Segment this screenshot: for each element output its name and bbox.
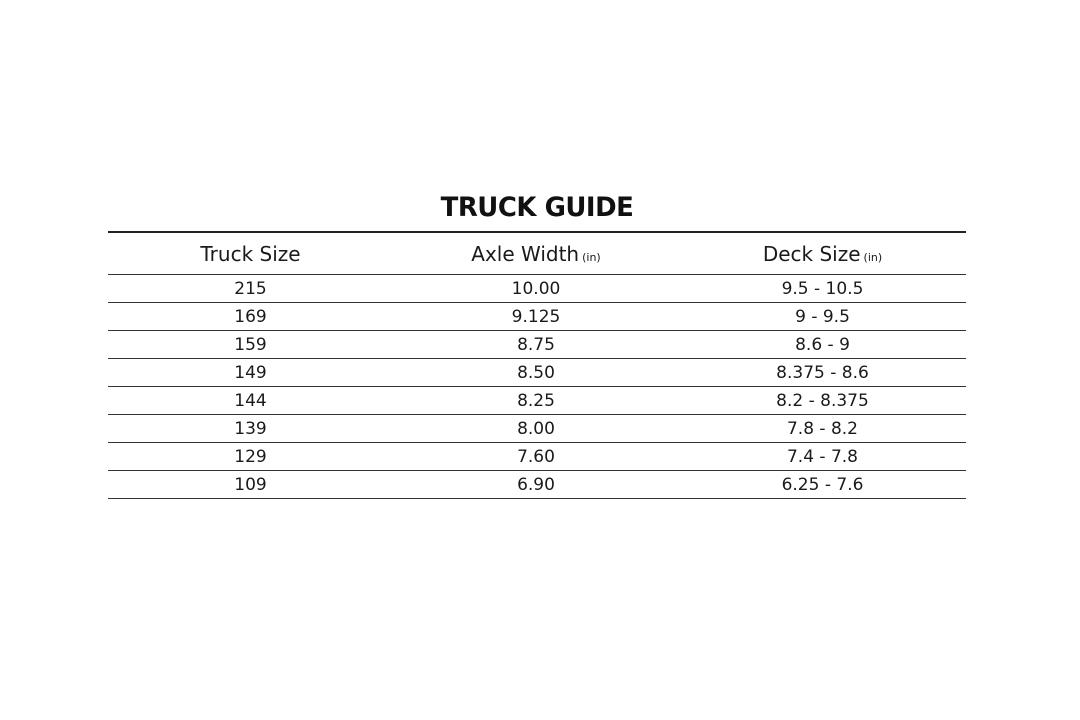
cell-deck-size: 7.4 - 7.8 [679, 443, 966, 471]
cell-axle-width: 9.125 [393, 303, 679, 331]
cell-truck-size: 129 [108, 443, 393, 471]
cell-deck-size: 7.8 - 8.2 [679, 415, 966, 443]
header-truck-size [108, 233, 393, 275]
cell-deck-size: 6.25 - 7.6 [679, 471, 966, 499]
cell-deck-size: 8.2 - 8.375 [679, 387, 966, 415]
header-axle-width [393, 233, 679, 275]
table-row [108, 303, 966, 331]
cell-truck-size: 109 [108, 471, 393, 499]
cell-truck-size: 169 [108, 303, 393, 331]
cell-axle-width: 10.00 [393, 275, 679, 303]
header-truck-size-label: Truck Size [200, 241, 301, 266]
header-axle-width-label: Axle Width [471, 241, 580, 266]
cell-deck-size: 9.5 - 10.5 [679, 275, 966, 303]
page-title: TRUCK GUIDE [440, 192, 634, 223]
cell-axle-width: 8.00 [393, 415, 679, 443]
table-row [108, 387, 966, 415]
cell-axle-width: 8.50 [393, 359, 679, 387]
header-deck-size-unit: (in) [863, 250, 883, 264]
cell-truck-size: 149 [108, 359, 393, 387]
header-deck-size [679, 233, 966, 275]
cell-axle-width: 7.60 [393, 443, 679, 471]
truck-guide-table [108, 233, 966, 499]
cell-truck-size: 144 [108, 387, 393, 415]
cell-axle-width: 8.25 [393, 387, 679, 415]
cell-truck-size: 159 [108, 331, 393, 359]
cell-deck-size: 9 - 9.5 [679, 303, 966, 331]
table-row [108, 443, 966, 471]
header-deck-size-label: Deck Size [762, 241, 861, 266]
cell-truck-size: 215 [108, 275, 393, 303]
header-axle-width-unit: (in) [582, 250, 601, 264]
table-row [108, 359, 966, 387]
truck-guide [108, 186, 966, 499]
table-row [108, 275, 966, 303]
table-row [108, 415, 966, 443]
cell-deck-size: 8.375 - 8.6 [679, 359, 966, 387]
table-row [108, 471, 966, 499]
cell-deck-size: 8.6 - 9 [679, 331, 966, 359]
cell-axle-width: 6.90 [393, 471, 679, 499]
table-header-row [108, 233, 966, 275]
table-row [108, 331, 966, 359]
cell-truck-size: 139 [108, 415, 393, 443]
cell-axle-width: 8.75 [393, 331, 679, 359]
